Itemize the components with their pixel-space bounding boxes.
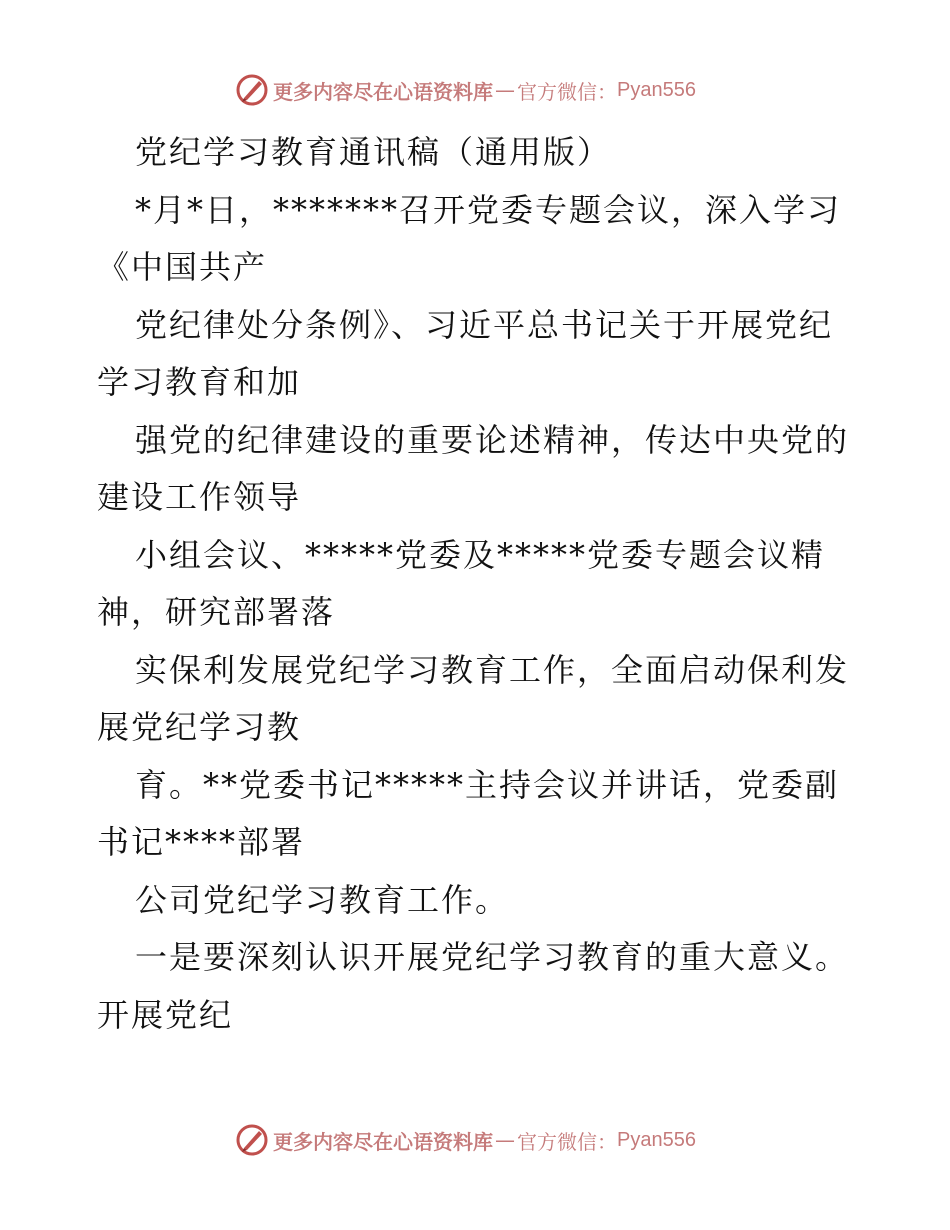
paragraph-line: 展党纪学习教 xyxy=(97,708,302,746)
separator-dash: — xyxy=(495,1128,515,1152)
footer-banner xyxy=(235,1123,696,1157)
quill-circle-icon xyxy=(235,73,269,107)
wechat-label: 官方微信： xyxy=(517,1129,617,1154)
paragraph-line: 实保利发展党纪学习教育工作，全面启动保利发 xyxy=(135,650,850,689)
document-body xyxy=(97,124,897,1044)
paragraph-line: 育。**党委书记*****主持会议并讲话，党委副 xyxy=(135,765,840,804)
quill-circle-icon xyxy=(235,1123,269,1157)
header-banner xyxy=(235,73,696,107)
paragraph-line: 建设工作领导 xyxy=(97,478,302,516)
paragraph-line: 强党的纪律建设的重要论述精神，传达中央党的 xyxy=(135,420,850,459)
paragraph-line: 一是要深刻认识开展党纪学习教育的重大意义。 xyxy=(135,938,850,976)
paragraph-line: 开展党纪 xyxy=(97,995,234,1034)
promo-text: 更多内容尽在心语资料库 xyxy=(273,79,493,104)
paragraph-line: 神，研究部署落 xyxy=(97,593,336,631)
paragraph-line: *月*日，*******召开党委专题会议，深入学习 xyxy=(135,190,842,229)
promo-text: 更多内容尽在心语资料库 xyxy=(273,1129,493,1154)
wechat-id: Pyan556 xyxy=(617,1128,696,1151)
wechat-label: 官方微信： xyxy=(517,79,617,104)
document-title: 党纪学习教育通讯稿（通用版） xyxy=(135,133,612,171)
paragraph-line: 党纪律处分条例》、习近平总书记关于开展党纪 xyxy=(135,305,834,344)
separator-dash: — xyxy=(495,78,515,102)
paragraph-line: 学习教育和加 xyxy=(97,363,302,401)
paragraph-line: 公司党纪学习教育工作。 xyxy=(135,880,510,919)
paragraph-line: 《中国共产 xyxy=(97,248,268,286)
paragraph-line: 小组会议、*****党委及*****党委专题会议精 xyxy=(135,535,826,574)
wechat-id: Pyan556 xyxy=(617,78,696,101)
paragraph-line: 书记****部署 xyxy=(97,823,306,861)
